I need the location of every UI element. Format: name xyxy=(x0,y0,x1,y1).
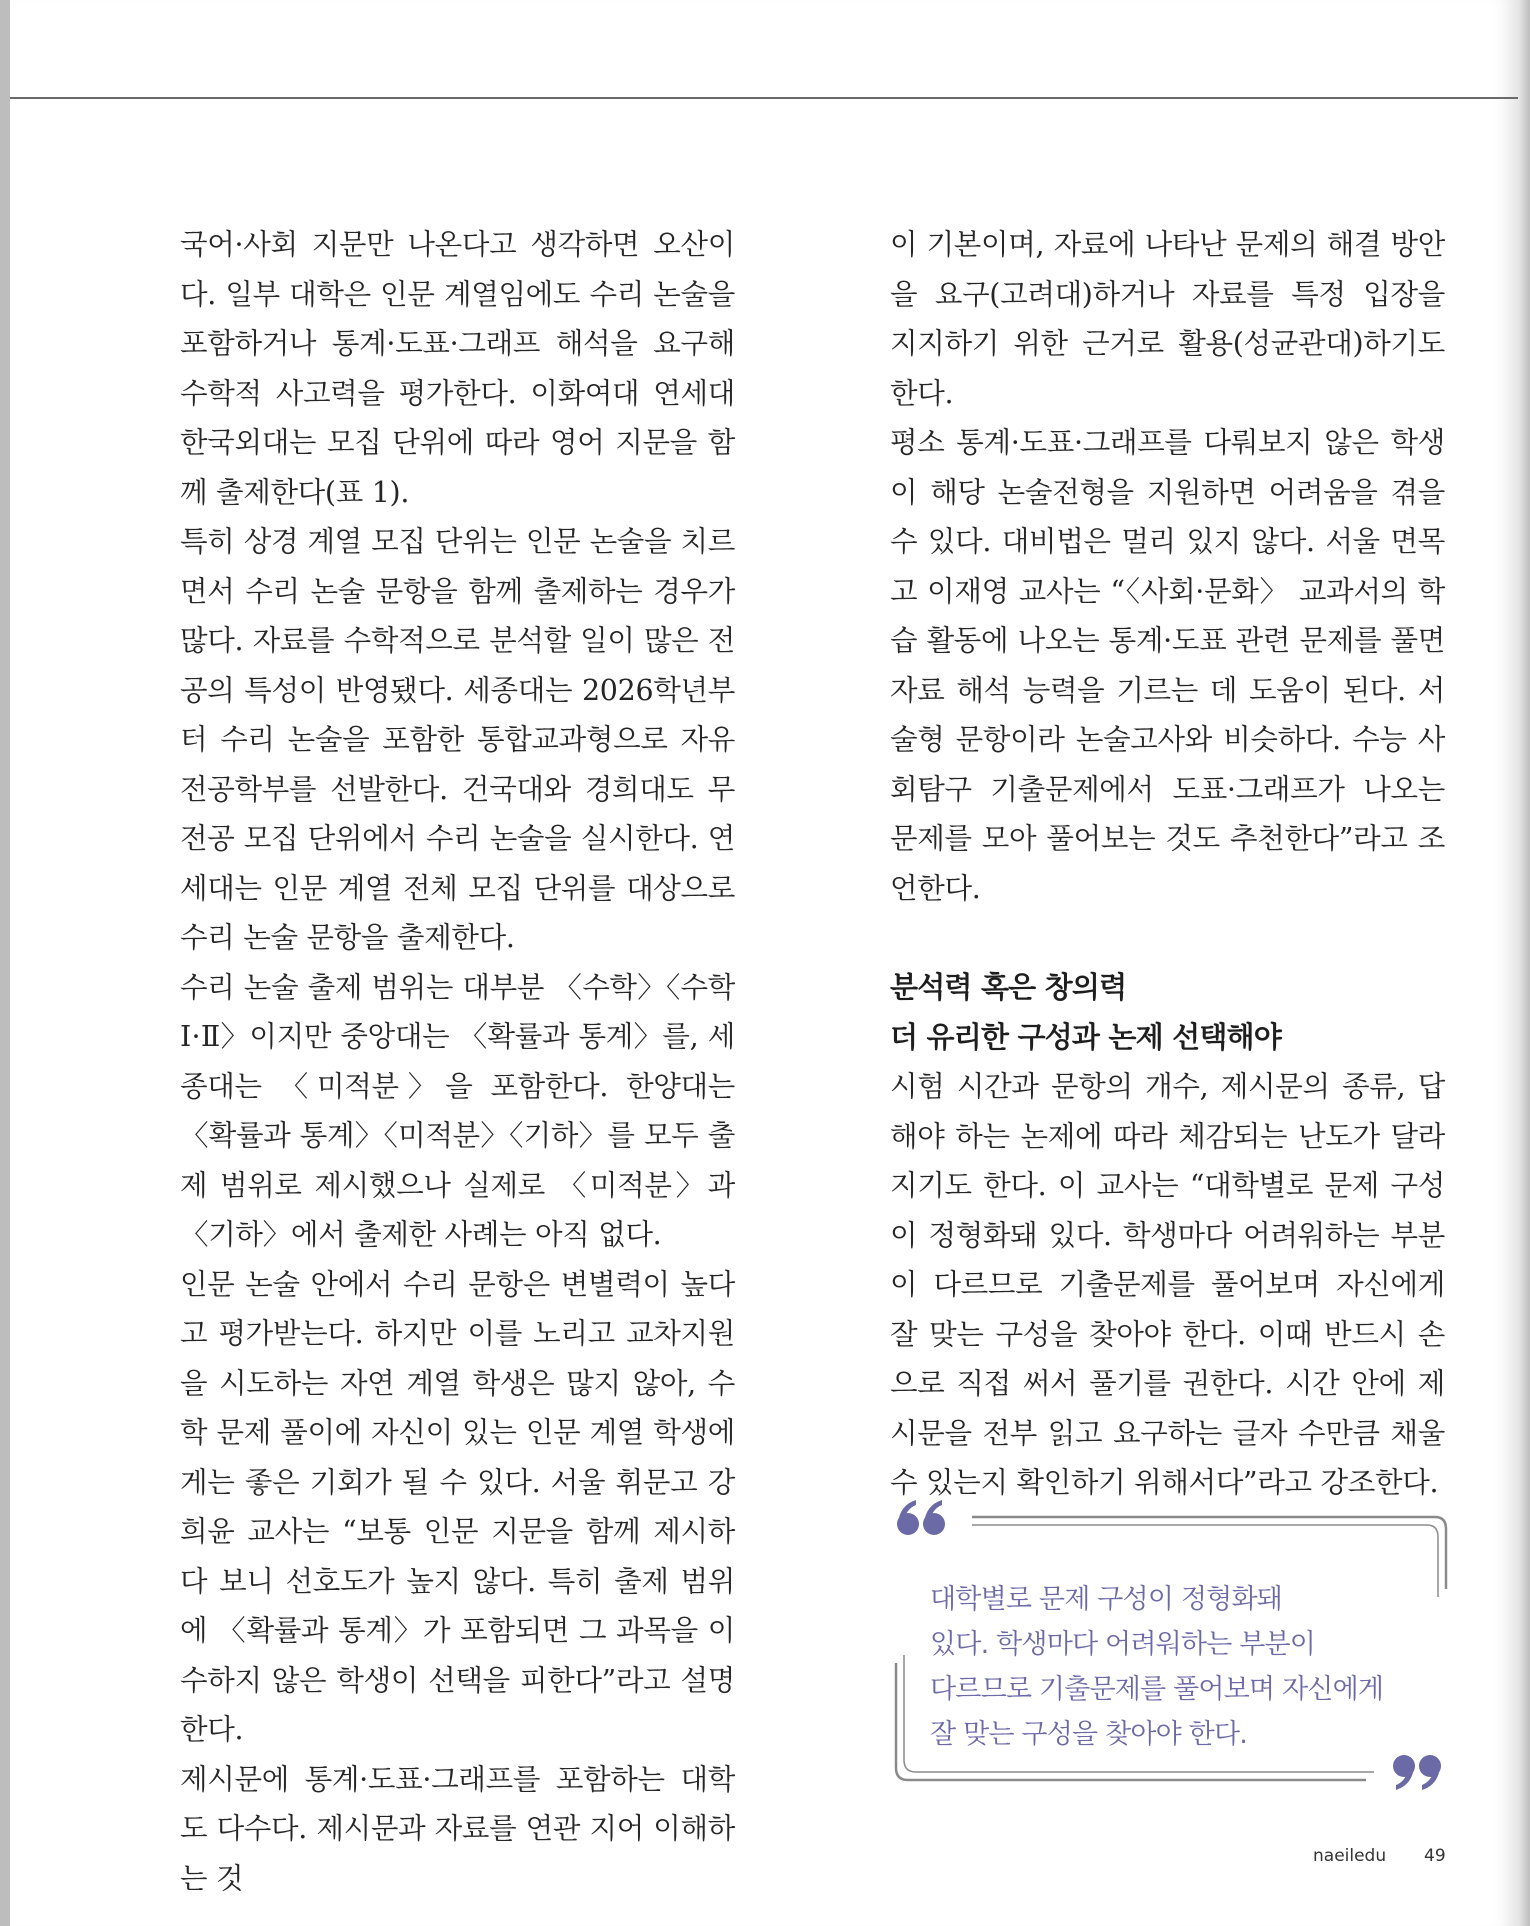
pull-quote-line: 다르므로 기출문제를 풀어보며 자신에게 xyxy=(930,1674,1384,1705)
page-number: 49 xyxy=(1424,1846,1446,1866)
body-paragraph: 평소 통계·도표·그래프를 다뤄보지 않은 학생이 해당 논술전형을 지원하면 어려움을 겪을 수 있다. 대비법은 멀리 있지 않다. 서울 면목고 이재영 교사는 “〈사회·문화〉 교과서의 학습 활동에 나오는 통계·도표 관련 문제를 풀면 자료 해석 능력을 기르는 데 도움이 된다. 서술형 문항이라 논술고사와 비슷하다. 수능 사회탐구 기출문제에서 도표·그래프가 나오는 문제를 모아 풀어보는 것도 추천한다”라고 조언한다. xyxy=(890,426,1445,905)
pull-quote-line: 대학별로 문제 구성이 정형화돼 xyxy=(930,1584,1283,1615)
body-paragraph: 국어·사회 지문만 나온다고 생각하면 오산이다. 일부 대학은 인문 계열임에도 수리 논술을 포함하거나 통계·도표·그래프 해석을 요구해 수학적 사고력을 평가한다. 이화여대 연세대 한국외대는 모집 단위에 따라 영어 지문을 함께 출제한다(표 1). xyxy=(180,228,735,509)
pull-quote-line: 잘 맞는 구성을 찾아야 한다. xyxy=(930,1719,1248,1750)
open-quote-icon xyxy=(897,1500,945,1535)
footer-brand: naeiledu xyxy=(1313,1846,1387,1866)
body-paragraph: 시험 시간과 문항의 개수, 제시문의 종류, 답해야 하는 논제에 따라 체감되는 난도가 달라지기도 한다. 이 교사는 “대학별로 문제 구성이 정형화돼 있다. 학생마다 어려워하는 부분이 다르므로 기출문제를 풀어보며 자신에게 잘 맞는 구성을 찾아야 한다. 이때 반드시 손으로 직접 써서 풀기를 권한다. 시간 안에 제시문을 전부 읽고 요구하는 글자 수만큼 채울 수 있는지 확인하기 위해서다”라고 강조한다. xyxy=(890,1070,1445,1499)
body-paragraph: 특히 상경 계열 모집 단위는 인문 논술을 치르면서 수리 논술 문항을 함께 출제하는 경우가 많다. 자료를 수학적으로 분석할 일이 많은 전공의 특성이 반영됐다. 세종대는 2026학년부터 수리 논술을 포함한 통합교과형으로 자유전공학부를 선발한다. 건국대와 경희대도 무전공 모집 단위에서 수리 논술을 실시한다. 연세대는 인문 계열 전체 모집 단위를 대상으로 수리 논술 문항을 출제한다. xyxy=(180,525,735,954)
body-paragraph: 인문 논술 안에서 수리 문항은 변별력이 높다고 평가받는다. 하지만 이를 노리고 교차지원을 시도하는 자연 계열 학생은 많지 않아, 수학 문제 풀이에 자신이 있는 인문 계열 학생에게는 좋은 기회가 될 수 있다. 서울 휘문고 강희윤 교사는 “보통 인문 지문을 함께 제시하다 보니 선호도가 높지 않다. 특히 출제 범위에 〈확률과 통계〉가 포함되면 그 과목을 이수하지 않은 학생이 선택을 피한다”라고 설명한다. xyxy=(180,1267,735,1746)
section-heading xyxy=(890,963,1445,1062)
right-column xyxy=(890,220,1445,1508)
page-edge-left xyxy=(0,0,10,1926)
section-heading-line: 분석력 혹은 창의력 xyxy=(890,970,1127,1004)
pull-quote-line: 있다. 학생마다 어려워하는 부분이 xyxy=(930,1629,1316,1660)
header-rule xyxy=(10,97,1518,99)
magazine-page xyxy=(10,0,1518,1926)
pull-quote-box xyxy=(890,1495,1450,1815)
section-heading-line: 더 유리한 구성과 논제 선택해야 xyxy=(890,1019,1281,1054)
body-paragraph: 이 기본이며, 자료에 나타난 문제의 해결 방안을 요구(고려대)하거나 자료를 특정 입장을 지지하기 위한 근거로 활용(성균관대)하기도 한다. xyxy=(890,228,1445,410)
left-column xyxy=(180,220,735,1903)
body-paragraph: 수리 논술 출제 범위는 대부분 〈수학〉〈수학Ⅰ·Ⅱ〉이지만 중앙대는 〈확률과 통계〉를, 세종대는 〈미적분〉을 포함한다. 한양대는 〈확률과 통계〉〈미적분〉〈기하〉를 모두 출제 범위로 제시했으나 실제로 〈미적분〉과 〈기하〉에서 출제한 사례는 아직 없다. xyxy=(180,970,735,1251)
pull-quote-text xyxy=(930,1577,1400,1757)
close-quote-icon xyxy=(1393,1755,1441,1790)
body-paragraph: 제시문에 통계·도표·그래프를 포함하는 대학도 다수다. 제시문과 자료를 연관 지어 이해하는 것 xyxy=(180,1762,735,1895)
page-edge-right xyxy=(1518,0,1530,1926)
